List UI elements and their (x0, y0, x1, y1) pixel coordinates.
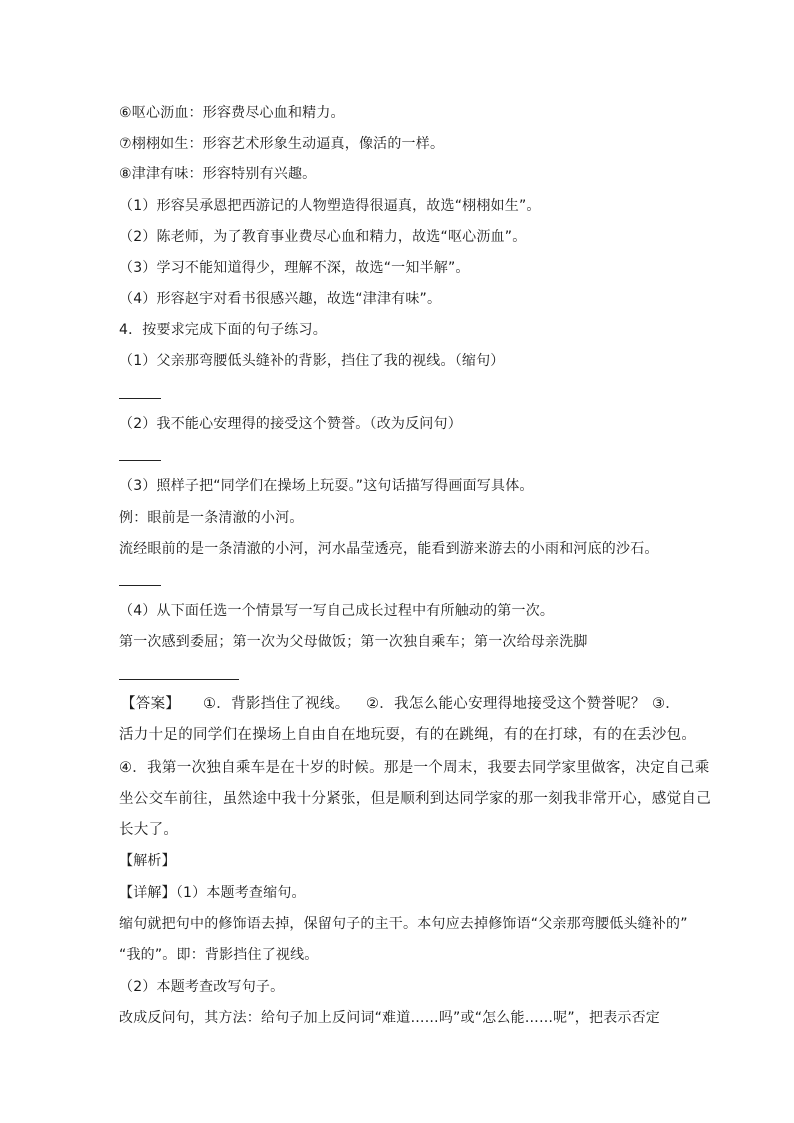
answer-blank-3 (119, 585, 161, 586)
analysis-tag: 【解析】 (119, 853, 176, 869)
answer-blank-2 (119, 460, 161, 461)
text-line: ⑦栩栩如生：形容艺术形象生动逼真，像活的一样。 (119, 136, 445, 152)
text-line: （2）陈老师，为了教育事业费尽心血和精力，故选“呕心沥血”。 (119, 229, 527, 245)
answer-tag: 【答案】 (121, 696, 181, 712)
situation-options: 第一次感到委屈；第一次为父母做饭；第一次独自乘车；第一次给母亲洗脚 (119, 634, 588, 650)
detail-text: （1）本题考查缩句。 (175, 885, 306, 901)
question-2: （2）我不能心安理得的接受这个赞誉。（改为反问句） (119, 416, 462, 432)
analysis-line: 缩句就把句中的修饰语去掉，保留句子的主干。本句应去掉修饰语“父亲那弯腰低头缝补的” (119, 916, 688, 932)
question-heading: 4．按要求完成下面的句子练习。 (119, 322, 327, 338)
answer-4-line: ④．我第一次独自乘车是在十岁的时候。那是一个周末，我要去同学家里做客，决定自己乘 (119, 760, 710, 776)
example-answer: 流经眼前的是一条清澈的小河，河水晶莹透亮，能看到游来游去的小雨和河底的沙石。 (119, 541, 659, 557)
answer-blank-1 (119, 398, 161, 399)
example-line: 例：眼前是一条清澈的小河。 (119, 510, 304, 526)
question-1: （1）父亲那弯腰低头缝补的背影，挡住了我的视线。（缩句） (119, 353, 505, 369)
answer-4-line: 坐公交车前往，虽然途中我十分紧张，但是顺利到达同学家的那一刻我非常开心，感觉自己 (119, 791, 711, 807)
analysis-line: 改成反问句，其方法：给句子加上反问词“难道……吗”或“怎么能……呢”，把表示否定 (119, 1010, 661, 1026)
answer-4-line: 长大了。 (119, 822, 179, 838)
answer-2: ②．我怎么能心安理得地接受这个赞誉呢？ (366, 696, 646, 712)
analysis-line: “我的”。即：背影挡住了视线。 (119, 947, 319, 963)
text-line: （4）形容赵宇对看书很感兴趣，故选“津津有味”。 (119, 291, 442, 307)
answer-3: 活力十足的同学们在操场上自由自在地玩耍，有的在跳绳，有的在打球，有的在丢沙包。 (119, 727, 697, 743)
analysis-line: （2）本题考查改写句子。 (119, 979, 285, 995)
answer-3-number: ③． (652, 696, 681, 712)
answer-1: ①．背影挡住了视线。 (203, 696, 350, 712)
detail-tag: 【详解】 (119, 885, 176, 901)
text-line: ⑥呕心沥血：形容费尽心血和精力。 (119, 105, 345, 121)
text-line: （1）形容吴承恩把西游记的人物塑造得很逼真，故选“栩栩如生”。 (119, 198, 541, 214)
answer-blank-4 (119, 679, 239, 680)
text-line: ⑧津津有味：形容特别有兴趣。 (119, 166, 317, 182)
detail-line (119, 883, 306, 903)
question-3: （3）照样子把“同学们在操场上玩耍。”这句话描写得画面写具体。 (119, 478, 534, 494)
text-line: （3）学习不能知道得少，理解不深，故选“一知半解”。 (119, 260, 470, 276)
question-4: （4）从下面任选一个情景写一写自己成长过程中有所触动的第一次。 (119, 603, 555, 619)
